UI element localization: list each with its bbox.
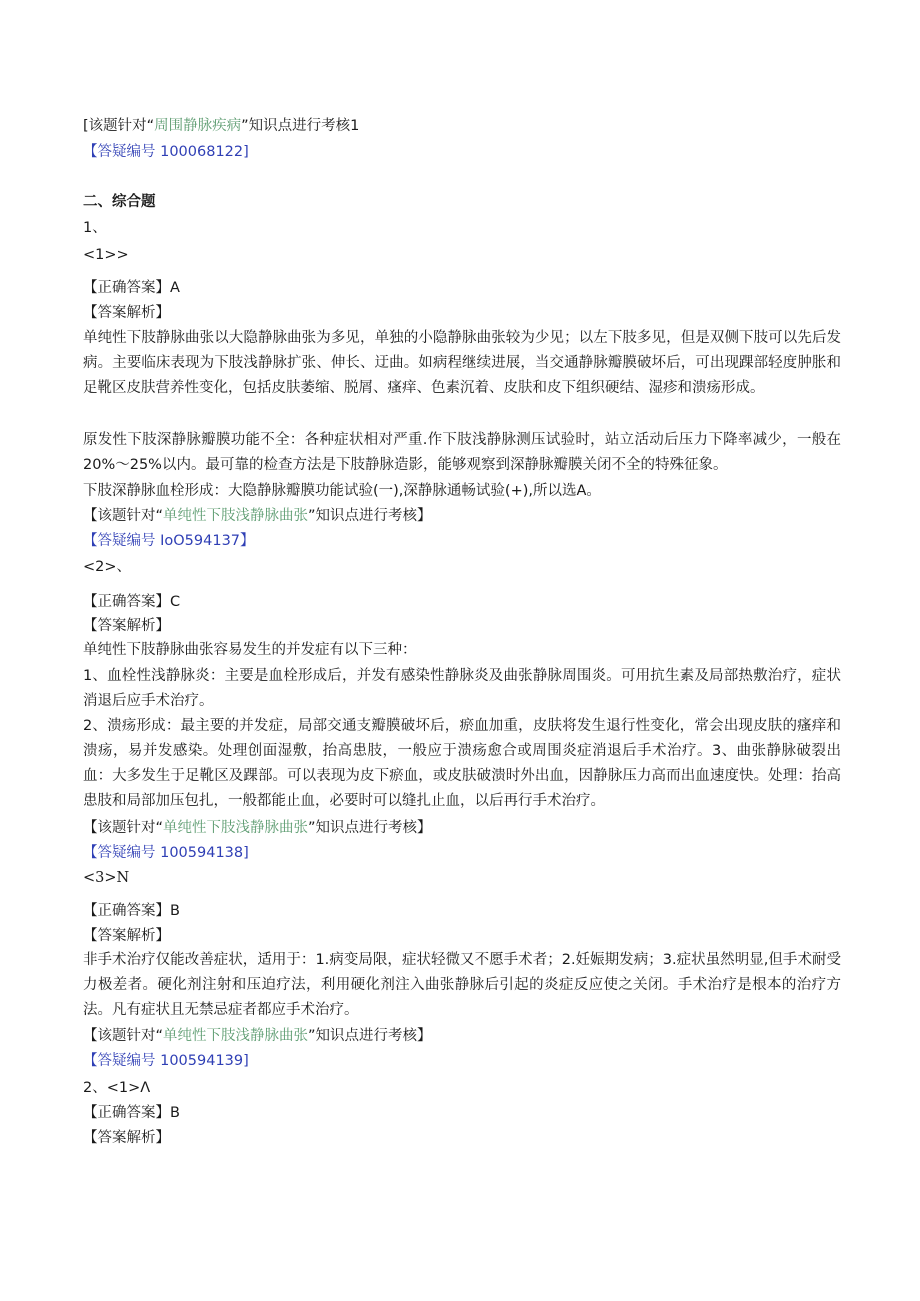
analysis-title: 【答案解析】 bbox=[83, 1130, 170, 1146]
tag-prefix: [该题针对“ bbox=[83, 118, 155, 134]
sub-question-label: <2>、 bbox=[83, 559, 132, 575]
sub-question-label: <1>> bbox=[83, 247, 129, 263]
question-number: 2、<1>Λ bbox=[83, 1080, 151, 1096]
qa-number: 【答疑编号 100594138] bbox=[83, 845, 249, 861]
topic-tag-line bbox=[83, 1024, 432, 1048]
correct-answer: 【正确答案】B bbox=[83, 903, 180, 919]
analysis-paragraph: 原发性下肢深静脉瓣膜功能不全：各种症状相对严重.作下肢浅静脉测压试验时，站立活动后压力下降率减少，一般在20%～25%以内。最可靠的检查方法是下肢静脉造影，能够观察到深静脉瓣膜关闭不全的特殊征象。 bbox=[83, 432, 841, 473]
analysis-paragraph: 单纯性下肢静脉曲张以大隐静脉曲张为多见，单独的小隐静脉曲张较为少见；以左下肢多见，但是双侧下肢可以先后发病。主要临床表现为下肢浅静脉扩张、伸长、迂曲。如病程继续进展，当交通静脉瓣膜破坏后，可出现踝部轻度肿胀和足靴区皮肤营养性变化，包括皮肤萎缩、脱屑、瘙痒、色素沉着、皮肤和皮下组织硬结、湿疹和溃疡形成。 bbox=[83, 330, 841, 396]
analysis-title: 【答案解析】 bbox=[83, 305, 170, 321]
analysis-paragraph: 单纯性下肢静脉曲张容易发生的并发症有以下三种： bbox=[83, 642, 417, 658]
correct-answer: 【正确答案】A bbox=[83, 280, 180, 296]
section-title: 二、综合题 bbox=[83, 194, 156, 210]
analysis-paragraph: 2、溃疡形成：最主要的并发症，局部交通支瓣膜破坏后，瘀血加重，皮肤将发生退行性变化，常会出现皮肤的瘙痒和溃疡，易并发感染。处理创面湿敷，抬高患肢，一般应于溃疡愈合或周围炎症消退后手术治疗。3、曲张静脉破裂出血：大多发生于足靴区及踝部。可以表现为皮下瘀血，或皮肤破溃时外出血，因静脉压力高而出血速度快。处理：抬高患肢和局部加压包扎，一般都能止血，必要时可以缝扎止血，以后再行手术治疗。 bbox=[83, 718, 841, 809]
analysis-paragraph: 1、血栓性浅静脉炎：主要是血栓形成后，并发有感染性静脉炎及曲张静脉周围炎。可用抗生素及局部热敷治疗，症状消退后应手术治疗。 bbox=[83, 668, 841, 709]
correct-answer: 【正确答案】C bbox=[83, 594, 181, 610]
question-number: 1、 bbox=[83, 220, 107, 236]
qa-number: 【答疑编号 IoO594137】 bbox=[83, 533, 255, 549]
tag-topic: 单纯性下肢浅静脉曲张 bbox=[163, 508, 309, 524]
tag-prefix: 【该题针对“ bbox=[83, 820, 164, 836]
tag-suffix: ”知识点进行考核1 bbox=[241, 118, 360, 134]
tag-topic: 单纯性下肢浅静脉曲张 bbox=[163, 1028, 309, 1044]
analysis-paragraph: 非手术治疗仅能改善症状，适用于：1.病变局限，症状轻微又不愿手术者；2.妊娠期发病；3.症状虽然明显,但手术耐受力极差者。硬化剂注射和压迫疗法，利用硬化剂注入曲张静脉后引起的炎症反应使之关闭。手术治疗是根本的治疗方法。凡有症状且无禁忌症者都应手术治疗。 bbox=[83, 952, 841, 1018]
sub-question-label: <3>N bbox=[83, 870, 130, 886]
qa-number: 【答疑编号 100594139] bbox=[83, 1053, 249, 1069]
tag-topic: 周围静脉疾病 bbox=[154, 118, 242, 134]
correct-answer: 【正确答案】B bbox=[83, 1105, 180, 1121]
tag-suffix: ”知识点进行考核】 bbox=[308, 820, 432, 836]
tag-prefix: 【该题针对“ bbox=[83, 1028, 164, 1044]
analysis-title: 【答案解析】 bbox=[83, 618, 170, 634]
topic-tag-line bbox=[83, 504, 432, 528]
tag-suffix: ”知识点进行考核】 bbox=[308, 1028, 432, 1044]
topic-tag-line bbox=[83, 114, 359, 138]
tag-suffix: ”知识点进行考核】 bbox=[308, 508, 432, 524]
qa-number: 【答疑编号 100068122] bbox=[83, 144, 249, 160]
tag-topic: 单纯性下肢浅静脉曲张 bbox=[163, 820, 309, 836]
tag-prefix: 【该题针对“ bbox=[83, 508, 164, 524]
analysis-paragraph: 下肢深静脉血栓形成：大隐静脉瓣膜功能试验(一),深静脉通畅试验(+),所以选A。 bbox=[83, 483, 601, 499]
topic-tag-line bbox=[83, 816, 432, 840]
analysis-title: 【答案解析】 bbox=[83, 928, 170, 944]
